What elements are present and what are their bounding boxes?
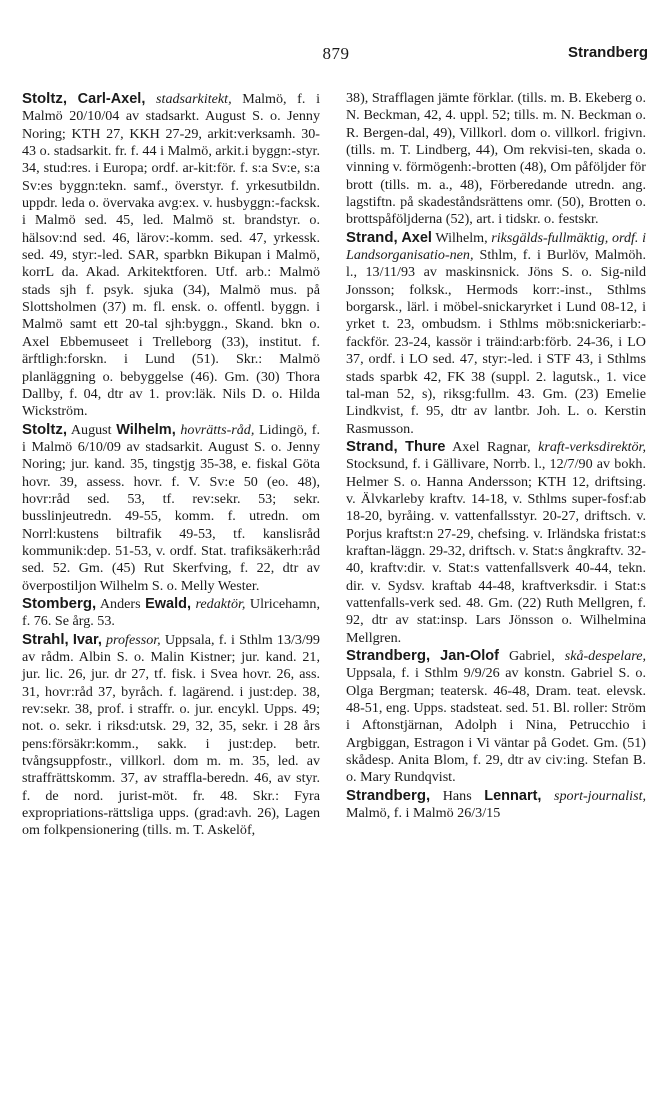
- entry-surname: Strahl,: [22, 630, 69, 648]
- entry-text: Stocksund, f. i Gällivare, Norrb. l., 12/7/90 av bokh. Helmer S. o. Hanna Andersson; KTH 12, driftsing. v. Älvkarleby kraftv. 14-18, v. Sthlms super-fosf:ab 18-20, byråing. v. vattenfallsstyr. 20-27, driftsch. v. Porjus kraftst:n 27-29, chefsing. v. Irländska fristat:s kraftan-läggn. 29-32, driftsch. v. Stat:s ångkraftv. 32-40, kraftv:dir. v. Stat:s vattenfallsverk 40-44, tekn. dir. v. Sydsv. kraftab 44-48, kraftverksdir. i Stat:s vattenfalls-verk sed. 48. Gm. (22) Ruth Mellgren, f. 92, dtr av stat:insp. Lars Jönsson o. Wilhelmina Mellgren.: [346, 456, 646, 646]
- entry-surname: Strandberg,: [346, 647, 431, 664]
- entry-occupation: redaktör,: [195, 595, 246, 612]
- entry-surname: Stoltz,: [22, 420, 67, 438]
- entry-called-name: Jan-Olof: [440, 648, 499, 664]
- entry-text: Malmö, f. i Malmö 26/3/15: [346, 805, 501, 822]
- biography-entry: [346, 90, 646, 229]
- right-column: [346, 90, 646, 822]
- entry-text: Malmö, f. i Malmö 20/10/04 av stadsarkt. August S. o. Jenny Noring; KTH 27, KKH 27-29, arkit:verksamh. 30-43 o. stadsarkit. fr. f. 44 i Malmö, arkit.i byggn:-styr. 34, stud:res. i Europa; ordf. ar-kit:för. f. s:a Sv:e, s:a Sv:es byggn:tekn. samf., överstyr. f. yrkesutbildn. uppdr. leda o. övervaka avg:ex. v. husbyggn:-facksk. i Malmö sed. 45, led. Malmö st. brandstyr. o. hälsov:nd sed. 46, lärov:-komm. sed. 47, yrkessk. sed. 49, styr:-led. SAR, sparbkn Bikupan i Malmö, korrL da. Akad. Arkitektforen. Utf. arb.: Malmö stads sjh f. psyk. sjuka (34), Malmö mus. på Slottsholmen (37) m. fl. ensk. o. offentl. byggn. i Malmö samt ett 20-tal sjh:byggn., Skand. bkn o. Axel Ebbemuseet i Trelleborg (33), institut. f. ärftligh:forskn. i Lund (51). Skr.: Malmö planläggning o. bebyggelse (46). Gm. (30) Thora Dallby, f. 04, dtr av 1. prov:läk. Nils D. o. Hilda Wickström.: [22, 91, 320, 420]
- entry-called-name: Carl-Axel,: [77, 91, 146, 107]
- entry-text: Lidingö, f. i Malmö 6/10/09 av stadsarkit. August S. o. Jenny Noring; jur. kand. 35, tingstjg 35-38, e. fiskal Göta hovr. 39, assess. hovr. f. V. Sv:e 50 (eo. 48), hovr:råd sed. 53, tf. rev:sekr. 53; sekr. busslinjeutredn. 49-55, komm. f. utredn. om Norrl:kustens biltrafik 49-53, tf. kanslisråd kommunik:dep. 51-53, v. ordf. Stat. trafiksäkerh:råd sed. 52. Gm. (45) Rut Skerfving, f. 22, dtr av överpostiljon Wilhelm S. o. Melly Wester.: [22, 421, 321, 594]
- entry-surname: Stomberg,: [22, 594, 97, 612]
- entry-surname: Stoltz,: [22, 90, 67, 107]
- entry-given-name: August: [70, 421, 112, 438]
- page-number: 879: [322, 44, 350, 63]
- entry-given-name: Anders: [99, 595, 141, 612]
- entry-called-name: Ewald,: [145, 595, 191, 612]
- entry-occupation: riksgälds-fullmäktig, ordf. i Landsorganisatio-nen,: [346, 229, 646, 264]
- entry-called-name: Ivar,: [72, 631, 102, 648]
- entry-occupation: kraft-verksdirektör,: [538, 438, 646, 455]
- entry-occupation: sport-journalist,: [554, 787, 647, 804]
- entry-surname: Strandberg,: [346, 786, 431, 804]
- biography-entry: [346, 229, 646, 438]
- biography-entry: [22, 631, 320, 840]
- left-column: [22, 90, 320, 840]
- biography-entry: [346, 787, 646, 823]
- biography-entry: [346, 438, 646, 647]
- entry-given-name-rest: Wilhelm,: [435, 229, 488, 246]
- entry-surname: Strand,: [346, 437, 398, 455]
- entry-text: Ulricehamn, f. 76. Se årg. 53.: [22, 595, 320, 630]
- biography-entry: [346, 647, 646, 787]
- entry-given-name-rest: Axel Ragnar,: [452, 438, 531, 455]
- entry-given-name: Hans: [442, 787, 472, 804]
- entry-text: Sthlm, f. i Burlöv, Malmöh. l., 13/11/93 av maskinsnick. Jöns S. o. Sig-nild Jonsson; folksk., Hermods korr:-inst., Sthlms borgarsk., lärl. i möbel-snickaryrket i Lund 08-12, i yrket t. 23, ombudsm. i Sthlms möb:snickeriarb:-fackför. 23-24, kassör i träind:arb:förb. 24-36, i LO 37, ordf. i LO sed. 47, styr:-led. i STF 43, i Sthlms stads sparbk 42, FK 38 (suppl. 2. lagutsk., 1. vice tal-man 52, s), riksg:fullm. 43. Gm. (23) Emelie Lindkvist, f. 95, dtr av lantbr. Joh. L. o. Kerstin Rasmusson.: [346, 247, 646, 437]
- entry-occupation: stadsarkitekt,: [156, 91, 232, 107]
- biography-entry: [22, 595, 320, 631]
- entry-surname: Strand,: [346, 228, 398, 246]
- entry-occupation: skå-despelare,: [564, 648, 646, 664]
- entry-called-name: Thure: [405, 438, 446, 455]
- biography-entry: [22, 90, 320, 421]
- entry-called-name: Axel: [401, 229, 432, 246]
- entry-occupation: professor,: [106, 631, 161, 648]
- biography-entry: [22, 421, 320, 595]
- entry-called-name: Lennart,: [484, 787, 542, 804]
- entry-text: 38), Strafflagen jämte förklar. (tills. m. B. Ekeberg o. N. Beckman, 42, 4. uppl. 52; tills. m. N. Beckman o. R. Bergen-dal, 49), Villkorl. dom o. villkorl. frigivn. (tills. m. T. Lindberg, 44), Om rekvisi-ten, skada o. vinning v. förmögenh:-brotten (48), Om påföljder för brott (tills. m. a., 48), Förberedande utredn. ang. lagstiftn. på skadeståndsrättens omr. (50), Brotten o. brottspåföljderna (52), art. i tidskr. o. festskr.: [346, 90, 646, 228]
- entry-given-name-rest: Gabriel,: [508, 648, 555, 664]
- entry-text: Uppsala, f. i Sthlm 13/3/99 av rådm. Albin S. o. Malin Kistner; jur. kand. 21, jur. lic. 26, jur. dr 27, tf. fisk. i Svea hovr. 26, ass. 31, hovr:råd 37, byråch. f. lagärend. i just:dep. 38, rev:sekr. 38, prof. i straffr. o. jur. encykl. Upps. 49; not. o. sekr. i riksd:utsk. 29, 32, 35, sekr. i 28 års pens:försäkr:komm., sakk. i just:dep. betr. tvångsuppfostr., villkorl. dom m. m. 35, led. av straffrättskomm. 37, av straffla-beredn. 46, av styr. f. de nord. jurist-möt. fr. 48. Skr.: Fyra expropriations-rättsliga upps. (grad:avh. 26), Lagen om folkpensionering (tills. m. T. Askelöf,: [22, 631, 320, 839]
- running-head: Strandberg: [567, 44, 648, 61]
- entry-occupation: hovrätts-råd,: [180, 421, 255, 438]
- entry-text: Uppsala, f. i Sthlm 9/9/26 av konstn. Gabriel S. o. Olga Bergman; teatersk. 46-48, Dram. teat. elevsk. 48-51, eng. Upps. stadsteat. sed. 51. Bl. roller: Ström i Aftonstjärnan, Adolph i Nina, Petrucchio i Argbiggan, Estragon i Vi väntar på Godet. Gm. (51) skådesp. Anita Blom, f. 29, dtr av civ:ing. Stefan B. o. Mary Rundqvist.: [346, 665, 646, 786]
- entry-called-name: Wilhelm,: [116, 421, 176, 438]
